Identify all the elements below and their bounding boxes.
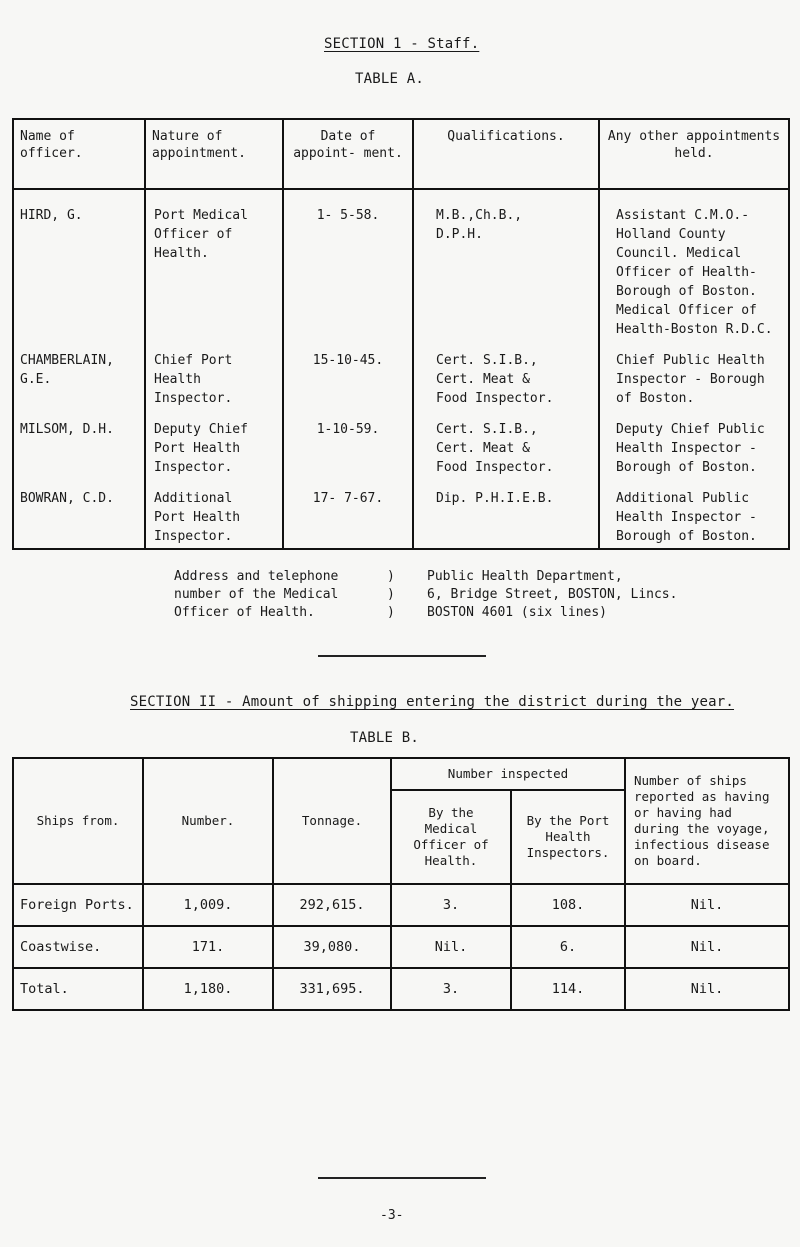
shipping-row <box>13 926 789 968</box>
staff-qualifications-line: Cert. Meat & <box>436 441 530 456</box>
shipping-table <box>12 757 790 1011</box>
staff-appointment-line: Deputy Chief <box>154 422 248 437</box>
staff-qualifications-line: Food Inspector. <box>436 460 554 475</box>
staff-date <box>283 189 413 351</box>
header-number: Number. <box>143 758 273 884</box>
staff-appointment-line: Port Medical <box>154 208 248 223</box>
staff-other-appointments-line: Assistant C.M.O.- <box>616 208 750 223</box>
address-value <box>427 568 767 622</box>
staff-row <box>13 489 789 549</box>
staff-row <box>13 351 789 420</box>
address-line: BOSTON 4601 (six lines) <box>427 605 608 620</box>
tonnage-cell: 292,615. <box>273 884 391 926</box>
divider-line <box>318 655 486 657</box>
staff-appointment-line: Additional <box>154 491 233 506</box>
staff-qualifications-line: D.P.H. <box>436 227 483 242</box>
staff-date <box>283 420 413 489</box>
staff-other-appointments-line: Officer of Health- <box>616 265 757 280</box>
header-other: Any other appointments held. <box>599 119 789 189</box>
staff-appointment-line: Health. <box>154 246 209 261</box>
staff-other-appointments-line: Medical Officer of <box>616 303 757 318</box>
staff-other-appointments-line: Borough of Boston. <box>616 284 757 299</box>
staff-appointment-line: Inspector. <box>154 391 233 406</box>
infectious-cell: Nil. <box>625 926 789 968</box>
staff-qualifications-line: Cert. S.I.B., <box>436 422 538 437</box>
staff-other-appointments-line: Health-Boston R.D.C. <box>616 322 773 337</box>
staff-qualifications-line: Cert. S.I.B., <box>436 353 538 368</box>
staff-appointment-line: Inspector. <box>154 460 233 475</box>
header-nature: Nature of appointment. <box>145 119 283 189</box>
address-line: 6, Bridge Street, BOSTON, Lincs. <box>427 587 678 602</box>
staff-qualifications-line: M.B.,Ch.B., <box>436 208 523 223</box>
staff-qualifications <box>413 420 599 489</box>
number-cell: 1,180. <box>143 968 273 1010</box>
shipping-row <box>13 968 789 1010</box>
tonnage-cell: 331,695. <box>273 968 391 1010</box>
header-name: Name of officer. <box>13 119 145 189</box>
staff-name-line: HIRD, G. <box>20 208 83 223</box>
header-by-moh: By the Medical Officer of Health. <box>391 790 511 884</box>
infectious-cell: Nil. <box>625 884 789 926</box>
header-number-inspected: Number inspected <box>391 758 625 790</box>
staff-name <box>13 489 145 549</box>
shipping-row <box>13 884 789 926</box>
address-brackets: ) ) ) <box>387 569 395 620</box>
staff-qualifications <box>413 189 599 351</box>
staff-appointment-line: Officer of <box>154 227 233 242</box>
staff-table <box>12 118 790 550</box>
staff-other-appointments-line: Deputy Chief Public <box>616 422 765 437</box>
staff-other-appointments-line: Additional Public <box>616 491 750 506</box>
staff-appointment <box>145 489 283 549</box>
ships-from-cell: Total. <box>13 968 143 1010</box>
phi-inspected-cell: 6. <box>511 926 625 968</box>
phi-inspected-cell: 108. <box>511 884 625 926</box>
staff-date-line: 17- 7-67. <box>312 491 384 506</box>
staff-qualifications-line: Dip. P.H.I.E.B. <box>436 491 554 506</box>
staff-date <box>283 351 413 420</box>
header-tonnage: Tonnage. <box>273 758 391 884</box>
staff-other-appointments-line: of Boston. <box>616 391 695 406</box>
staff-other-appointments-line: Health Inspector - <box>616 441 757 456</box>
staff-other-appointments-line: Holland County <box>616 227 726 242</box>
staff-appointment-line: Inspector. <box>154 529 233 544</box>
header-date: Date of appoint- ment. <box>283 119 413 189</box>
address-label-line: number of the Medical <box>174 587 339 602</box>
staff-date-line: 1- 5-58. <box>316 208 380 223</box>
staff-appointment <box>145 351 283 420</box>
staff-date <box>283 489 413 549</box>
address-line: Public Health Department, <box>427 569 623 584</box>
header-by-phi: By the Port Health Inspectors. <box>511 790 625 884</box>
staff-appointment-line: Health <box>154 372 201 387</box>
moh-inspected-cell: 3. <box>391 968 511 1010</box>
staff-name <box>13 351 145 420</box>
ships-from-cell: Foreign Ports. <box>13 884 143 926</box>
staff-date-line: 15-10-45. <box>312 353 384 368</box>
section-1-title: SECTION 1 - Staff. <box>324 36 480 52</box>
number-cell: 171. <box>143 926 273 968</box>
staff-table-header <box>13 119 789 189</box>
staff-appointment <box>145 420 283 489</box>
ships-from-cell: Coastwise. <box>13 926 143 968</box>
table-b-label: TABLE B. <box>350 730 420 746</box>
staff-other-appointments <box>599 351 789 420</box>
staff-date-line: 1-10-59. <box>316 422 380 437</box>
staff-other-appointments-line: Inspector - Borough <box>616 372 765 387</box>
number-cell: 1,009. <box>143 884 273 926</box>
staff-name <box>13 420 145 489</box>
staff-qualifications <box>413 489 599 549</box>
staff-name <box>13 189 145 351</box>
staff-row <box>13 189 789 351</box>
staff-name-line: G.E. <box>20 372 52 387</box>
staff-other-appointments <box>599 489 789 549</box>
staff-other-appointments-line: Council. Medical <box>616 246 742 261</box>
address-label <box>174 568 374 622</box>
staff-appointment <box>145 189 283 351</box>
staff-other-appointments <box>599 420 789 489</box>
infectious-cell: Nil. <box>625 968 789 1010</box>
staff-row <box>13 420 789 489</box>
staff-name-line: MILSOM, D.H. <box>20 422 114 437</box>
page-number: -3- <box>380 1208 404 1223</box>
header-infectious: Number of ships reported as having or having had during the voyage, infectious disease on board. <box>625 758 789 884</box>
staff-qualifications <box>413 351 599 420</box>
header-qualifications: Qualifications. <box>413 119 599 189</box>
moh-inspected-cell: 3. <box>391 884 511 926</box>
staff-other-appointments-line: Borough of Boston. <box>616 460 757 475</box>
divider-line <box>318 1177 486 1179</box>
staff-other-appointments-line: Health Inspector - <box>616 510 757 525</box>
staff-qualifications-line: Food Inspector. <box>436 391 554 406</box>
header-ships-from: Ships from. <box>13 758 143 884</box>
phi-inspected-cell: 114. <box>511 968 625 1010</box>
staff-appointment-line: Port Health <box>154 510 241 525</box>
table-a-label: TABLE A. <box>355 71 425 87</box>
staff-name-line: BOWRAN, C.D. <box>20 491 114 506</box>
tonnage-cell: 39,080. <box>273 926 391 968</box>
staff-other-appointments <box>599 189 789 351</box>
staff-name-line: CHAMBERLAIN, <box>20 353 114 368</box>
staff-other-appointments-line: Borough of Boston. <box>616 529 757 544</box>
section-2-title: SECTION II - Amount of shipping entering the district during the year. <box>130 694 735 710</box>
staff-appointment-line: Chief Port <box>154 353 233 368</box>
staff-other-appointments-line: Chief Public Health <box>616 353 765 368</box>
address-label-line: Address and telephone <box>174 569 339 584</box>
staff-appointment-line: Port Health <box>154 441 241 456</box>
moh-inspected-cell: Nil. <box>391 926 511 968</box>
address-label-line: Officer of Health. <box>174 605 315 620</box>
staff-qualifications-line: Cert. Meat & <box>436 372 530 387</box>
